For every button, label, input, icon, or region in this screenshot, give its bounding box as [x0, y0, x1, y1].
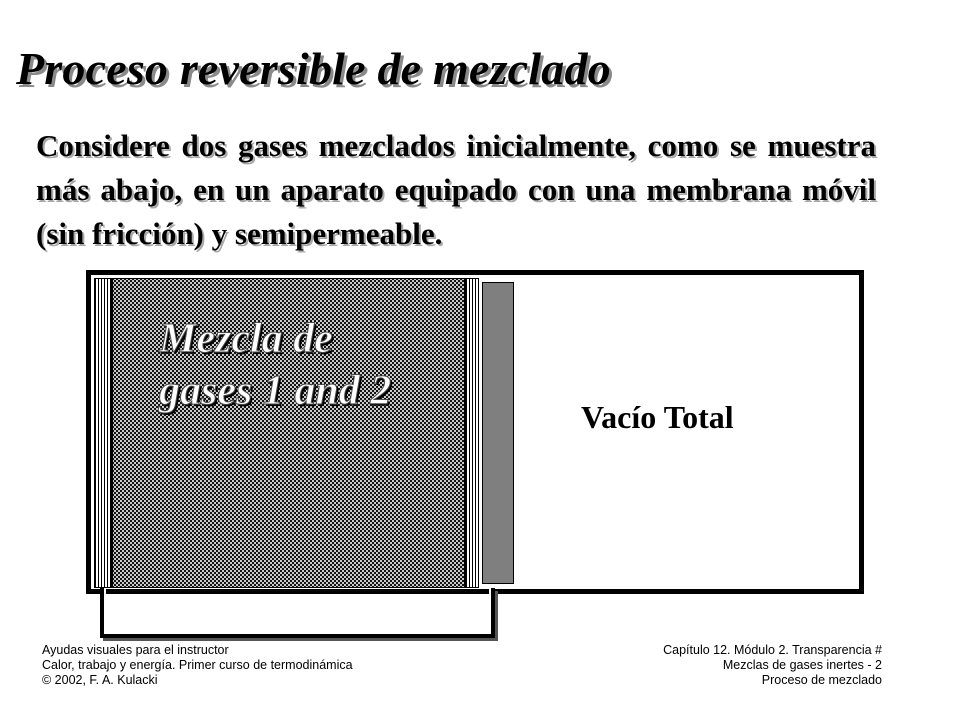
footer-left-line: © 2002, F. A. Kulacki: [42, 673, 158, 687]
footer-left-line: Calor, trabajo y energía. Primer curso de termodinámica: [42, 658, 353, 672]
footer-right-line: Proceso de mezclado: [761, 673, 882, 687]
footer-left: [42, 643, 402, 688]
mixture-label: Mezcla de gases 1 and 2: [159, 316, 392, 414]
footer-left-line: Ayudas visuales para el instructor: [42, 643, 229, 657]
intro-text: Considere dos gases mezclados inicialmente, como se muestra más abajo, en un aparato equipado con una membrana móvil (sin fricción) y semipermeable.: [36, 128, 876, 251]
apparatus-container: [86, 270, 864, 594]
footer-right: [502, 643, 882, 688]
piston-linkage-rod: [100, 588, 495, 638]
footer-right-line: Mezclas de gases inertes - 2: [722, 658, 882, 672]
movable-piston: [482, 282, 514, 584]
slide-title: Proceso reversible de mezclado: [16, 43, 611, 94]
vacuum-label: Vacío Total: [581, 399, 734, 435]
footer-right-line: Capítulo 12. Módulo 2. Transparencia #: [663, 643, 882, 657]
left-wall-hatching: [94, 278, 112, 588]
